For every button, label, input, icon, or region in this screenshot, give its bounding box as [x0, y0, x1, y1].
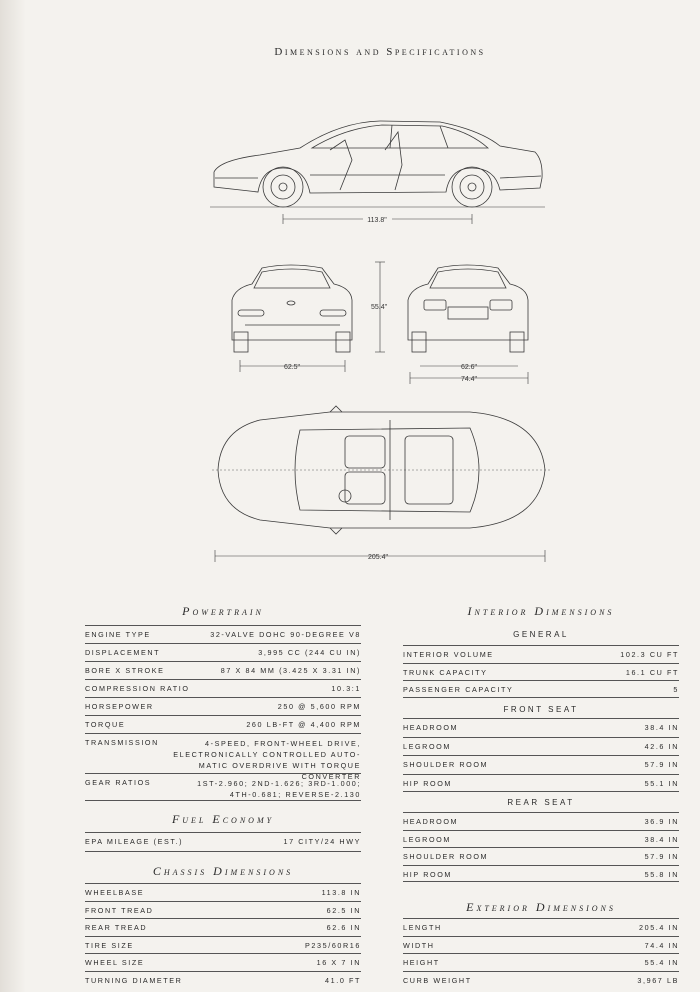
- row-label: PASSENGER CAPACITY: [403, 685, 514, 694]
- row-label: HEADROOM: [403, 817, 459, 826]
- table-row: [403, 718, 679, 737]
- row-value: 62.6 IN: [326, 923, 361, 932]
- row-value: P235/60R16: [305, 940, 361, 950]
- row-value: 57.9 IN: [644, 760, 679, 769]
- row-value: 32-VALVE DOHC 90-DEGREE V8: [210, 630, 361, 639]
- top-view-drawing: [212, 406, 551, 562]
- value-line: ELECTRONICALLY CONTROLLED AUTO-: [173, 750, 361, 759]
- row-label: LEGROOM: [403, 834, 451, 844]
- row-value: 55.4 IN: [644, 958, 679, 967]
- row-value: 62.5 IN: [326, 905, 361, 915]
- row-value: 16 X 7 IN: [316, 958, 361, 967]
- side-view-drawing: [210, 121, 545, 224]
- row-label: COMPRESSION RATIO: [85, 684, 190, 693]
- fuel-economy-title: Fuel Economy: [171, 812, 275, 826]
- page-title: Dimensions and Specifications: [274, 46, 486, 58]
- table-row: [85, 715, 361, 733]
- value-line: 4-SPEED, FRONT-WHEEL DRIVE,: [205, 739, 361, 748]
- table-row: [85, 679, 361, 697]
- row-value: 36.9 IN: [644, 817, 679, 826]
- table-row: [85, 733, 361, 781]
- row-label: TRUNK CAPACITY: [403, 667, 488, 677]
- table-row: [85, 697, 361, 715]
- row-label: SHOULDER ROOM: [403, 760, 489, 769]
- row-value: 42.6 IN: [644, 741, 679, 751]
- row-label: TIRE SIZE: [85, 940, 134, 950]
- front-view-drawing: [232, 262, 385, 372]
- row-value: 41.0 FT: [325, 975, 361, 985]
- row-label: HEIGHT: [403, 958, 440, 967]
- row-label: WHEELBASE: [85, 888, 145, 897]
- table-row: [403, 774, 679, 793]
- row-value: 205.4 IN: [639, 923, 679, 932]
- row-label: TRANSMISSION: [85, 738, 159, 747]
- row-label: SHOULDER ROOM: [403, 852, 489, 861]
- row-value: 38.4 IN: [644, 723, 679, 732]
- row-label: WIDTH: [403, 940, 435, 950]
- powertrain-table: [85, 625, 361, 801]
- table-row: [403, 663, 679, 681]
- dimension-label-length: 205.4": [367, 554, 389, 561]
- exterior-title: Exterior Dimensions: [466, 900, 616, 914]
- row-label: BORE X STROKE: [85, 666, 165, 675]
- row-label: HORSEPOWER: [85, 702, 154, 711]
- row-value: 55.8 IN: [644, 869, 679, 879]
- row-label: FRONT TREAD: [85, 905, 154, 915]
- row-value: 102.3 CU FT: [620, 650, 679, 659]
- row-value: 38.4 IN: [644, 834, 679, 844]
- table-row: [403, 936, 679, 954]
- value-line: 1ST-2.960; 2ND-1.626; 3RD-1.000;: [197, 779, 361, 788]
- row-label: ENGINE TYPE: [85, 630, 151, 639]
- powertrain-title: Powertrain: [182, 604, 264, 618]
- row-label: WHEEL SIZE: [85, 958, 145, 967]
- dimension-label-wheelbase: 113.8": [367, 217, 387, 224]
- row-label: REAR TREAD: [85, 923, 148, 932]
- row-value: [197, 778, 361, 800]
- row-label: DISPLACEMENT: [85, 648, 161, 657]
- table-row: [85, 918, 361, 936]
- table-row: [403, 830, 679, 848]
- row-value: 113.8 IN: [321, 888, 361, 897]
- dimension-label-rear-track: 62.6": [460, 364, 478, 371]
- table-row: [85, 883, 361, 901]
- table-row: [85, 936, 361, 954]
- row-value: 250 @ 5,600 RPM: [277, 702, 361, 711]
- table-row: [85, 625, 361, 643]
- row-label: LEGROOM: [403, 741, 451, 751]
- row-value: 5: [673, 685, 679, 694]
- table-row: [403, 737, 679, 756]
- table-row: [85, 953, 361, 971]
- row-label: LENGTH: [403, 923, 442, 932]
- dimension-label-width: 74.4": [460, 376, 478, 383]
- table-row: [403, 847, 679, 865]
- row-value: 260 LB-FT @ 4,400 RPM: [246, 720, 361, 729]
- row-value: 74.4 IN: [644, 940, 679, 950]
- table-row: [85, 643, 361, 661]
- row-value: 87 X 84 MM (3.425 X 3.31 IN): [220, 666, 361, 675]
- row-label: TURNING DIAMETER: [85, 975, 183, 985]
- row-value: 55.1 IN: [644, 778, 679, 788]
- exterior-table: [403, 918, 679, 988]
- interior-rear-table: [403, 812, 679, 882]
- rear-seat-subtitle: REAR SEAT: [507, 798, 575, 807]
- row-value: 10.3:1: [331, 684, 361, 693]
- general-subtitle: GENERAL: [513, 630, 569, 639]
- row-value: 57.9 IN: [644, 852, 679, 861]
- front-seat-subtitle: FRONT SEAT: [503, 705, 579, 714]
- interior-title: Interior Dimensions: [467, 604, 615, 618]
- row-label: HIP ROOM: [403, 869, 453, 879]
- table-row: [403, 971, 679, 989]
- row-value: 17 CITY/24 HWY: [283, 837, 361, 846]
- value-line: MATIC OVERDRIVE WITH TORQUE CONVERTER: [198, 761, 361, 781]
- table-row: [403, 645, 679, 663]
- interior-general-table: [403, 645, 679, 698]
- interior-front-table: [403, 718, 679, 792]
- table-row: [85, 661, 361, 679]
- table-row: [85, 773, 361, 801]
- row-label: GEAR RATIOS: [85, 778, 152, 787]
- table-row: [85, 832, 361, 852]
- row-value: 3,967 LB: [637, 975, 679, 985]
- row-label: TORQUE: [85, 720, 126, 729]
- table-row: [403, 680, 679, 698]
- row-value: 3,995 CC (244 CU IN): [258, 648, 361, 657]
- table-row: [403, 918, 679, 936]
- table-row: [85, 901, 361, 919]
- table-row: [403, 755, 679, 774]
- row-label: EPA MILEAGE (EST.): [85, 837, 184, 846]
- row-label: HIP ROOM: [403, 778, 453, 788]
- table-row: [403, 865, 679, 883]
- table-row: [85, 971, 361, 989]
- dimension-label-height: 55.4": [371, 304, 388, 311]
- table-row: [403, 953, 679, 971]
- chassis-title: Chassis Dimensions: [152, 864, 294, 878]
- row-label: CURB WEIGHT: [403, 975, 472, 985]
- table-row: [403, 812, 679, 830]
- row-label: INTERIOR VOLUME: [403, 650, 494, 659]
- row-value: [159, 738, 361, 782]
- chassis-table: [85, 883, 361, 988]
- row-label: HEADROOM: [403, 723, 459, 732]
- fuel-economy-table: [85, 832, 361, 852]
- dimension-label-front-track: 62.5": [283, 364, 301, 371]
- row-value: 16.1 CU FT: [625, 667, 679, 677]
- value-line: 4TH-0.681; REVERSE-2.130: [229, 790, 361, 799]
